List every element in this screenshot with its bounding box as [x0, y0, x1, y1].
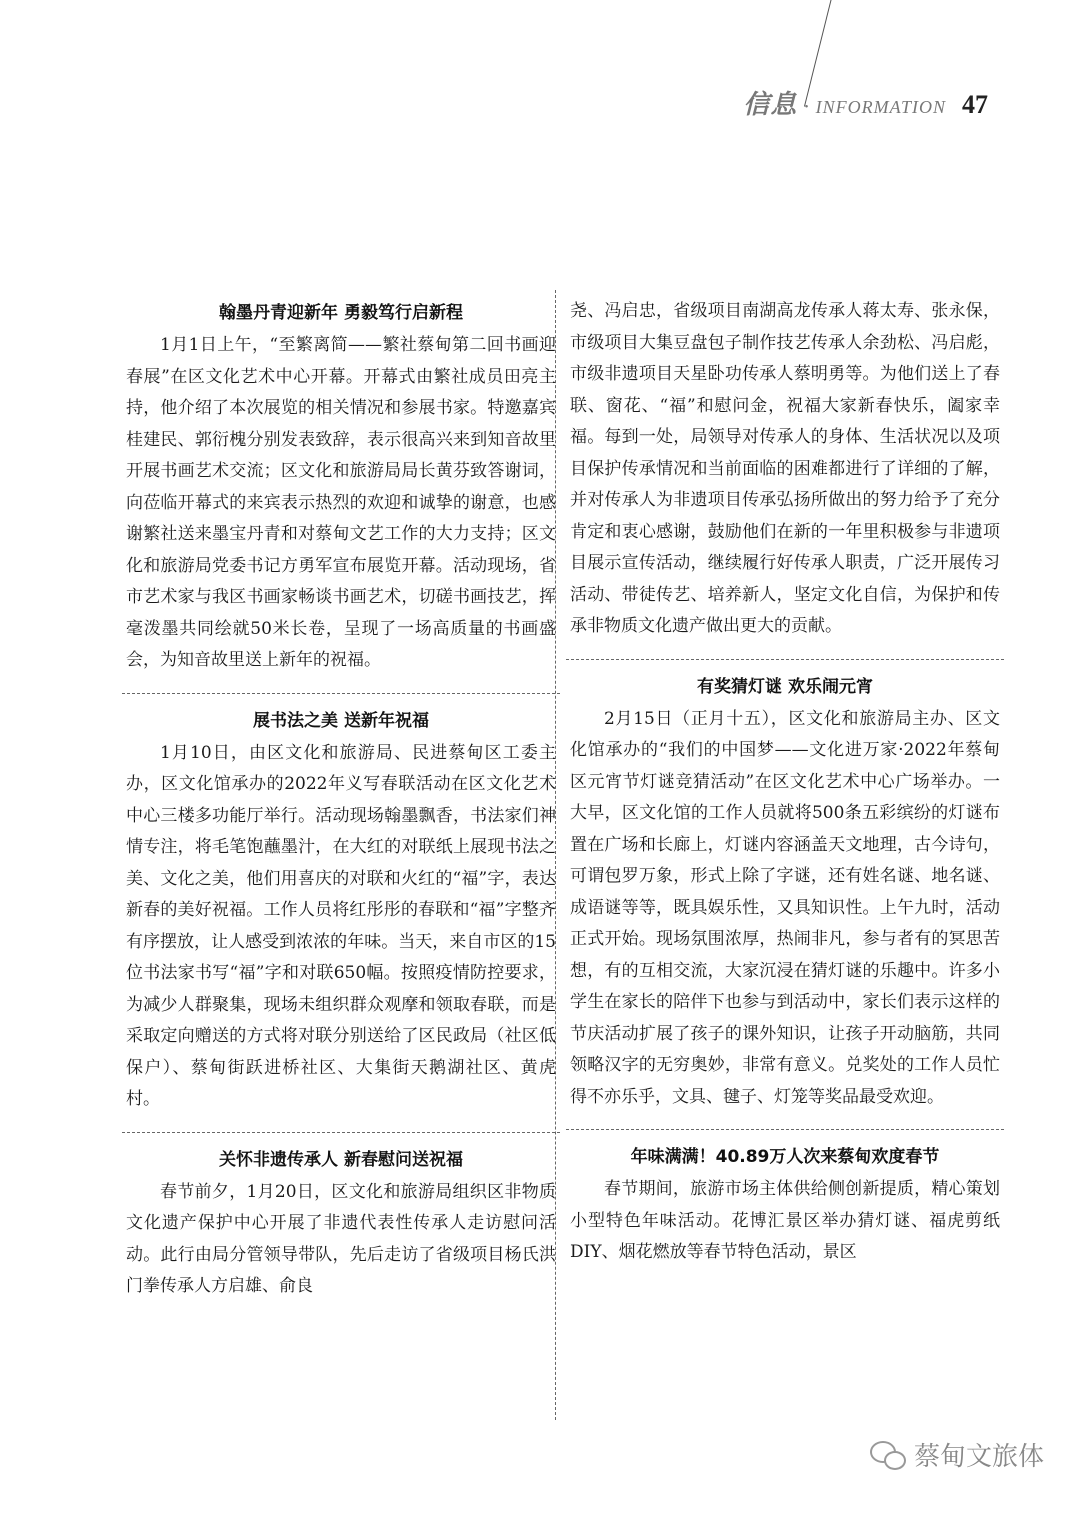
article-divider	[122, 693, 560, 694]
article-title: 展书法之美 送新年祝福	[253, 710, 429, 731]
article-spring-festival-tourism	[570, 1140, 1000, 1269]
article-calligraphy-exhibition	[126, 296, 556, 677]
watermark-text: 蔡甸文旅体	[913, 1442, 1044, 1472]
article-divider	[566, 1129, 1004, 1130]
article-lantern-riddles	[570, 670, 1000, 1114]
article-title: 翰墨丹青迎新年 勇毅笃行启新程	[219, 303, 463, 323]
article-body: 2月15日（正月十五），区文化和旅游局主办、区文化馆承办的“我们的中国梦——文化进万家·2022年蔡甸区元宵节灯谜竞猜活动”在区文化艺术中心广场举办。一大早，区文化馆的工作人员就将500条五彩缤纷的灯谜布置在广场和长廊上，灯谜内容涵盖天文地理，古今诗句，可谓包罗万象，形式上除了字谜，还有姓名谜、地名谜、成语谜等等，既具娱乐性，又具知识性。上午九时，活动正式开始。现场氛围浓厚，热闹非凡，参与者有的冥思苦想，有的互相交流，大家沉浸在猜灯谜的乐趣中。许多小学生在家长的陪伴下也参与到活动中，家长们表示这样的节庆活动扩展了孩子的课外知识，让孩子开动脑筋，共同领略汉字的无穷奥妙，非常有意义。兑奖处的工作人员忙得不亦乐乎，文具、毽子、灯笼等奖品最受欢迎。	[570, 708, 1000, 1107]
right-column	[570, 296, 1000, 1269]
article-spring-couplets	[126, 704, 556, 1116]
left-column	[126, 296, 556, 1303]
article-title: 年味满满！40.89万人次来蔡甸欢度春节	[630, 1147, 940, 1167]
article-body: 1月10日，由区文化和旅游局、民进蔡甸区工委主办，区文化馆承办的2022年义写春联活动在区文化艺术中心三楼多功能厅举行。活动现场翰墨飘香，书法家们神情专注，将毛笔饱蘸墨汁，在大红的对联纸上展现书法之美、文化之美，他们用喜庆的对联和火红的“福”字，表达新春的美好祝福。工作人员将红彤彤的春联和“福”字整齐有序摆放，让人感受到浓浓的年味。当天，来自市区的15位书法家书写“福”字和对联650幅。按照疫情防控要求，为减少人群聚集，现场未组织群众观摩和领取春联，而是采取定向赠送的方式将对联分别送给了区民政局（社区低保户）、蔡甸街跃进桥社区、大集街天鹅湖社区、黄虎村。	[126, 742, 556, 1109]
article-divider	[122, 1132, 560, 1133]
article-heritage-visit	[126, 1143, 556, 1303]
watermark	[870, 1436, 1044, 1473]
article-title: 有奖猜灯谜 欢乐闹元宵	[697, 676, 873, 697]
header-separator: ·	[803, 94, 810, 118]
section-title: 信息	[743, 90, 798, 120]
page-header	[743, 84, 988, 121]
article-body: 1月1日上午，“至繁离简——繁社蔡甸第二回书画迎春展”在区文化艺术中心开幕。开幕式由繁社成员田亮主持，他介绍了本次展览的相关情况和参展书家。特邀嘉宾桂建民、郭衍槐分别发表致辞，表示很高兴来到知音故里开展书画艺术交流；区文化和旅游局局长黄芬致答谢词，向莅临开幕式的来宾表示热烈的欢迎和诚挚的谢意，也感谢繁社送来墨宝丹青和对蔡甸文艺工作的大力支持；区文化和旅游局党委书记方勇军宣布展览开幕。活动现场，省市艺术家与我区书画家畅谈书画艺术，切磋书画技艺，挥毫泼墨共同绘就50米长卷，呈现了一场高质量的书画盛会，为知音故里送上新年的祝福。	[126, 335, 556, 670]
article-body: 春节期间，旅游市场主体供给侧创新提质，精心策划小型特色年味活动。花博汇景区举办猜灯谜、福虎剪纸DIY、烟花燃放等春节特色活动，景区	[570, 1179, 1000, 1262]
article-body: 春节前夕，1月20日，区文化和旅游局组织区非物质文化遗产保护中心开展了非遗代表性传承人走访慰问活动。此行由局分管领导带队，先后走访了省级项目杨氏洪门拳传承人方启雄、俞良	[126, 1181, 556, 1296]
section-subtitle: INFORMATION	[815, 97, 946, 117]
article-heritage-visit-continued	[570, 296, 1000, 643]
article-divider	[566, 659, 1004, 660]
wechat-icon	[870, 1441, 906, 1469]
article-title: 关怀非遗传承人 新春慰问送祝福	[219, 1149, 463, 1170]
page-number: 47	[962, 90, 988, 119]
article-body-continued: 尧、冯启忠，省级项目南湖高龙传承人蒋太寿、张永保，市级项目大集豆盘包子制作技艺传承人余劲松、冯启彪，市级非遗项目天星卧功传承人蔡明勇等。为他们送上了春联、窗花、“福”和慰问金，祝福大家新春快乐，阖家幸福。每到一处，局领导对传承人的身体、生活状况以及项目保护传承情况和当前面临的困难都进行了详细的了解，并对传承人为非遗项目传承弘扬所做出的努力给予了充分肯定和衷心感谢，鼓励他们在新的一年里积极参与非遗项目展示宣传活动，继续履行好传承人职责，广泛开展传习活动、带徒传艺、培养新人，坚定文化自信，为保护和传承非物质文化遗产做出更大的贡献。	[570, 301, 1000, 636]
